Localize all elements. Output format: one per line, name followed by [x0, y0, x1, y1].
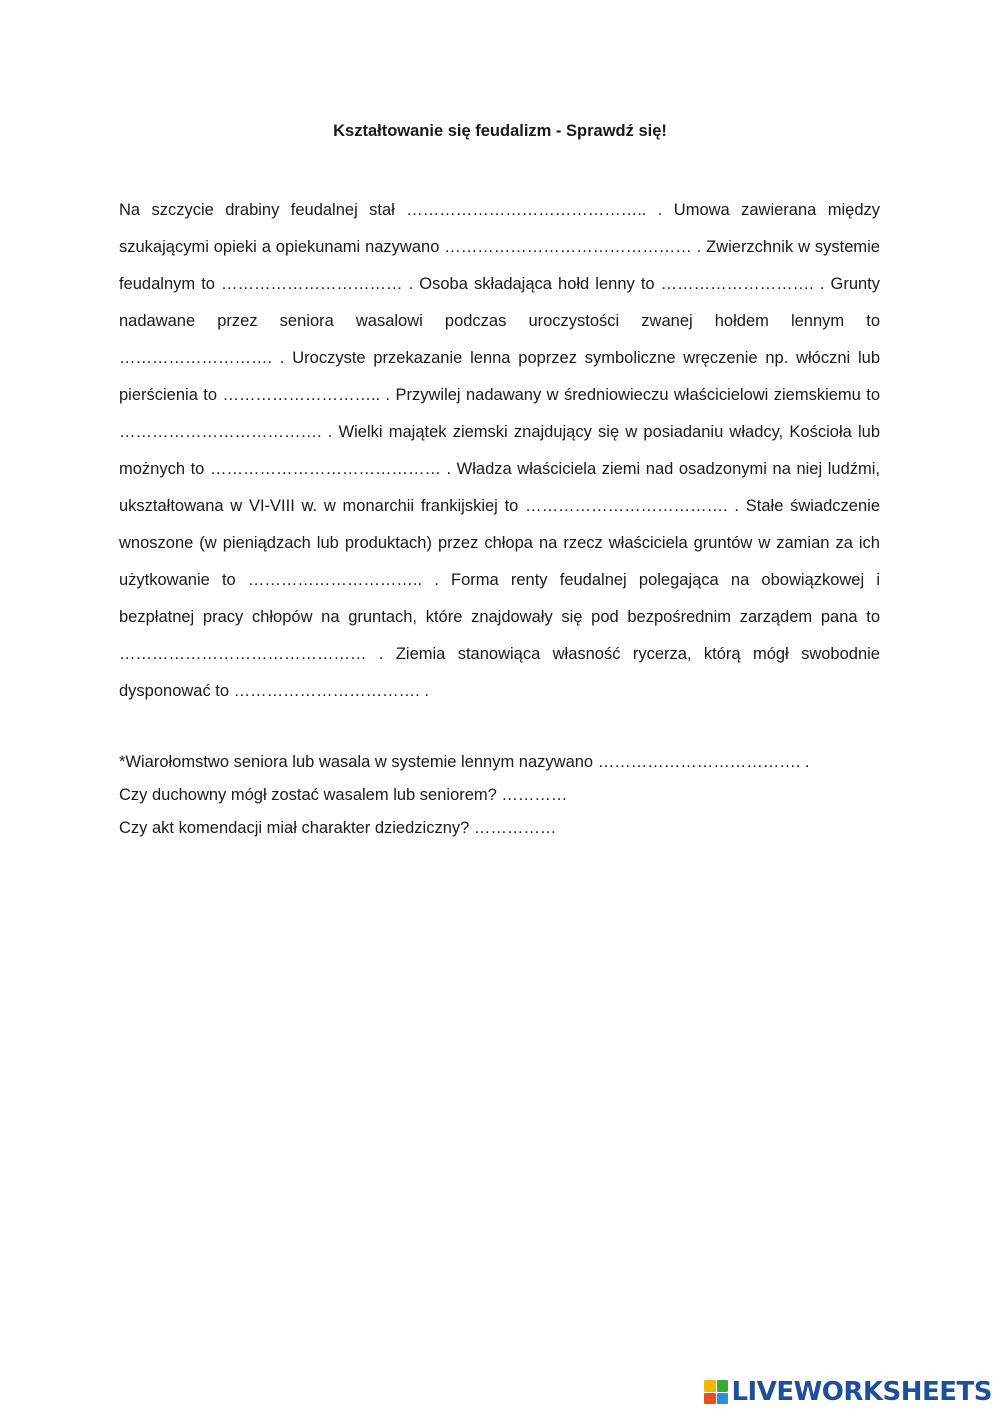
logo-tile: [717, 1393, 729, 1405]
logo-tile: [704, 1380, 716, 1392]
logo-tile: [717, 1380, 729, 1392]
logo-text: LIVEWORKSHEETS: [731, 1377, 992, 1407]
liveworksheets-logo: [704, 1377, 992, 1407]
question-line-commendation: Czy akt komendacji miał charakter dziedziczny? ……………: [119, 819, 557, 837]
question-lines: [119, 746, 919, 845]
question-line-clergy: Czy duchowny mógł zostać wasalem lub seniorem? …………: [119, 786, 568, 804]
liveworksheets-logo-icon: [704, 1380, 728, 1404]
fill-in-paragraph: Na szczycie drabiny feudalnej stał …………………………………….. . Umowa zawierana między szukającymi opieki a opiekunami nazywano ……………………………………… . Zwierzchnik w systemie feudalnym to …………………………… . Osoba składająca hołd lenny to ………………………. . Grunty nadawane przez seniora wasalowi podczas uroczystości zwanej hołdem lennym to ………………………. . Uroczyste przekazanie lenna poprzez symboliczne wręczenie np. włóczni lub pierścienia to ……………………….. . Przywilej nadawany w średniowieczu właścicielowi ziemskiemu to ………………………………. . Wielki majątek ziemski znajdujący się w posiadaniu władcy, Kościoła lub możnych to …………………………………… . Władza właściciela ziemi nad osadzonymi na niej ludźmi, ukształtowana w VI-VIII w. w monarchii frankijskiej to ………………………………. . Stałe świadczenie wnoszone (w pieniądzach lub produktach) przez chłopa na rzecz właściciela gruntów w zamian za ich użytkowanie to ………………………….. . Forma renty feudalnej polegająca na obowiązkowej i bezpłatnej pracy chłopów na gruntach, które znajdowały się pod bezpośrednim zarządem pana to ……………………………………… . Ziemia stanowiąca własność rycerza, którą mógł swobodnie dysponować to ……………………………. .: [119, 201, 880, 700]
logo-tile: [704, 1393, 716, 1405]
question-line-oath-breaking: *Wiarołomstwo seniora lub wasala w systemie lennym nazywano ………………………………. .: [119, 753, 810, 771]
page-title: Kształtowanie się feudalizm - Sprawdź się!: [333, 122, 667, 140]
